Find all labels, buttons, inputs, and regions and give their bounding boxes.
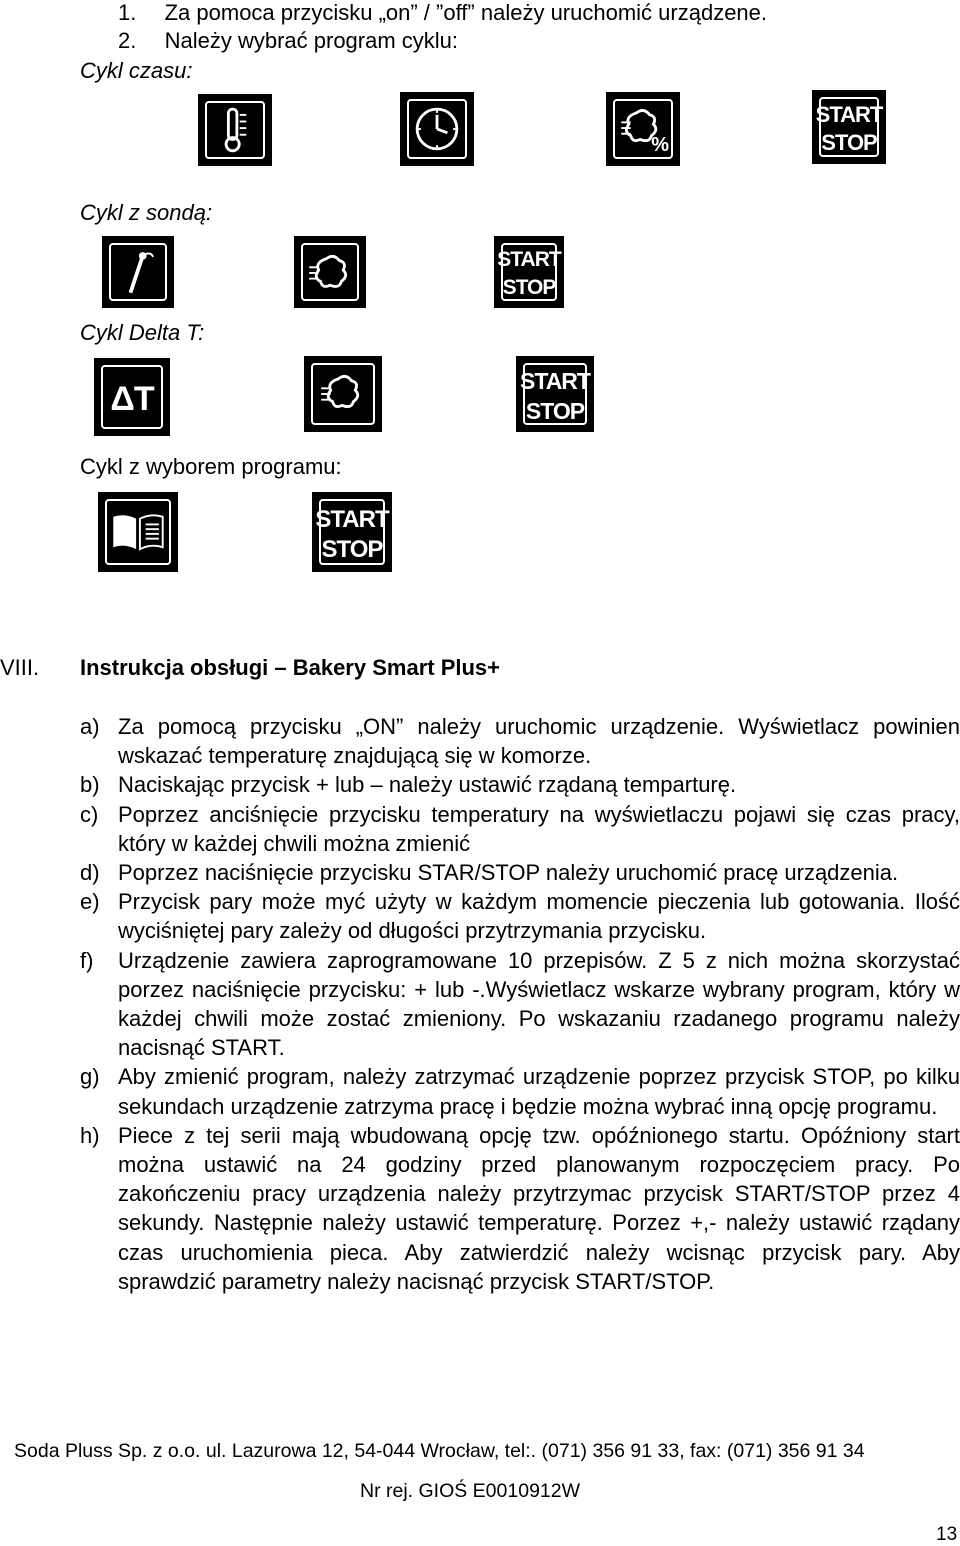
- instruction-label: h): [80, 1122, 100, 1148]
- list-item-1: [118, 0, 767, 26]
- start-stop-icon: [812, 90, 886, 164]
- section-title: Instrukcja obsługi – Bakery Smart Plus+: [80, 655, 500, 680]
- cycle-delta-label: Cykl Delta T:: [80, 320, 205, 345]
- list-item-2: [118, 28, 458, 54]
- instruction-text: Naciskając przycisk + lub – należy ustawić rządaną temparturę.: [118, 772, 737, 798]
- instruction-item: [80, 770, 960, 799]
- start-word: START: [497, 248, 561, 271]
- start-stop-icon: [494, 236, 564, 308]
- start-word: START: [520, 368, 590, 394]
- instruction-text: Przycisk pary może myć użyty w każdym momencie pieczenia lub gotowania. Ilość wyciśniętej pary zależy od długości przytrzymania przycisku.: [118, 889, 960, 944]
- stop-word: STOP: [321, 536, 383, 563]
- start-word: START: [315, 506, 389, 533]
- instruction-item: [80, 1062, 960, 1120]
- cycle-probe-label: Cykl z sondą:: [80, 200, 213, 225]
- cycle-time-label: Cykl czasu:: [80, 58, 193, 83]
- stop-word: STOP: [502, 276, 556, 299]
- stop-word: STOP: [821, 130, 877, 155]
- steam-icon: [294, 236, 366, 308]
- section-number: VIII.: [0, 655, 40, 680]
- list-number: 1.: [118, 0, 137, 25]
- instruction-label: f): [80, 947, 94, 973]
- instruction-item: [80, 946, 960, 1063]
- instruction-text: Za pomocą przycisku „ON” należy uruchomic urządzenie. Wyświetlacz powinien wskazać temperaturę znajdującą się w komorze.: [118, 714, 960, 769]
- footer-company: Soda Pluss Sp. z o.o. ul. Lazurowa 12, 54-044 Wrocław, tel:. (071) 356 91 33, fax: (071) 356 91 34: [14, 1440, 865, 1462]
- steam-percent-icon: [606, 92, 680, 166]
- probe-icon: [102, 236, 174, 308]
- start-word: START: [815, 102, 883, 127]
- delta-t-symbol: ΔT: [110, 380, 154, 418]
- stop-word: STOP: [525, 398, 585, 424]
- instruction-label: e): [80, 889, 100, 915]
- instruction-label: c): [80, 801, 99, 827]
- steam-icon: [304, 356, 382, 432]
- delta-t-icon: [94, 358, 170, 436]
- instruction-label: d): [80, 860, 100, 886]
- instruction-text: Poprzez naciśnięcie przycisku STAR/STOP należy uruchomić pracę urządzenia.: [118, 860, 899, 886]
- start-stop-icon: [516, 356, 594, 432]
- percent-symbol: %: [651, 134, 668, 156]
- page-number: 13: [936, 1524, 958, 1545]
- instruction-label: g): [80, 1064, 100, 1090]
- clock-icon: [400, 92, 474, 166]
- start-stop-icon: [312, 492, 392, 572]
- instruction-text: Piece z tej serii mają wbudowaną opcję tzw. opóźnionego startu. Opóźniony start można ustawić na 24 godziny przed planowanym rozpoczęciem pracy. Po zakończeniu pracy urządzenia należy przytrzymac przycisk START/STOP przez 4 sekundy. Następnie należy ustawić temperaturę. Porzez +,- należy ustawić rządany czas uruchomienia pieca. Aby zatwierdzić należy wcisnąc przycisk pary. Aby sprawdzić parametry należy nacisnąć przycisk START/STOP.: [118, 1122, 960, 1294]
- instruction-item: [80, 858, 960, 887]
- recipe-book-icon: [98, 492, 178, 572]
- instruction-list: [80, 712, 960, 1296]
- list-text: Za pomoca przycisku „on” / ”off” należy uruchomić urządzene.: [164, 0, 768, 25]
- instruction-text: Poprzez anciśnięcie przycisku temperatury na wyświetlaczu pojawi się czas pracy, który w każdej chwili można zmienić: [118, 801, 960, 856]
- instruction-item: [80, 800, 960, 858]
- instruction-text: Urządzenie zawiera zaprogramowane 10 przepisów. Z 5 z nich można skorzystać porzez naciśnięcie przycisku: + lub -.Wyświetlacz wskarze wybrany program, który w każdej chwili może zostać zmieniony. Po wskazaniu rzadanego programu należy nacisnąć START.: [118, 947, 960, 1061]
- instruction-item: [80, 712, 960, 770]
- instruction-item: [80, 1121, 960, 1296]
- list-number: 2.: [118, 28, 137, 53]
- list-text: Należy wybrać program cyklu:: [164, 28, 459, 53]
- footer-registry: Nr rej. GIOŚ E0010912W: [360, 1480, 581, 1502]
- instruction-label: a): [80, 714, 100, 739]
- cycle-program-label: Cykl z wyborem programu:: [80, 454, 342, 479]
- thermometer-icon: [198, 94, 272, 166]
- instruction-label: b): [80, 772, 100, 798]
- instruction-text: Aby zmienić program, należy zatrzymać urządzenie poprzez przycisk STOP, po kilku sekundach urządzenie zatrzyma pracę i będzie można wybrać inną opcję programu.: [118, 1064, 960, 1119]
- instruction-item: [80, 887, 960, 945]
